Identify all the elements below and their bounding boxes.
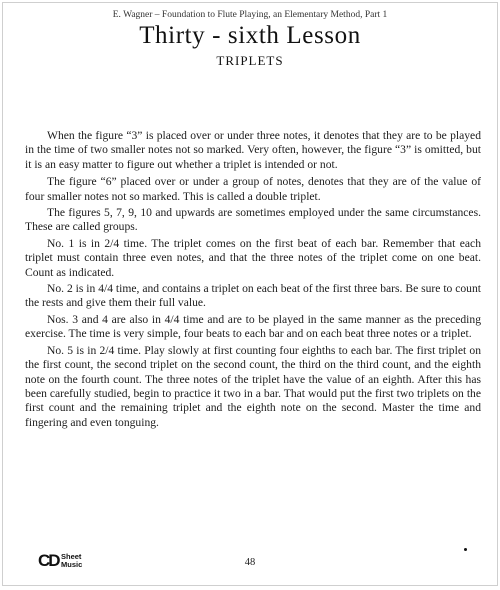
paragraph-exercise-3-4: Nos. 3 and 4 are also in 4/4 time and are to be played in the same manner as the preceding exercise. The time is very simple, four beats to each bar and on each beat three notes or a triplet. [25, 312, 481, 341]
logo-mark: CD [38, 551, 59, 570]
body-text [25, 129, 481, 432]
logo-text-line2: Music [61, 560, 83, 569]
paragraph-groups: The figures 5, 7, 9, 10 and upwards are sometimes employed under the same circumstances. These are called groups. [25, 206, 481, 234]
paragraph-exercise-1: No. 1 is in 2/4 time. The triplet comes on the first beat of each bar. Remember that each triplet must contain three even notes, and that the three notes of the triplet come on one beat. Count as indicated. [25, 236, 481, 279]
lesson-subtitle: TRIPLETS [216, 53, 284, 68]
paragraph-exercise-2: No. 2 is in 4/4 time, and contains a triplet on each beat of the first three bars. Be sure to count the rests and give them their full value. [25, 282, 482, 310]
document-page [2, 2, 498, 586]
running-header: E. Wagner – Foundation to Flute Playing, an Elementary Method, Part 1 [112, 10, 388, 20]
logo-text-line1: Sheet [61, 552, 82, 561]
lesson-title: Thirty - sixth Lesson [139, 22, 361, 49]
page-number: 48 [244, 557, 256, 568]
paragraph-exercise-5: No. 5 is in 2/4 time. Play slowly at first counting four eighths to each bar. The first triplet on the first count, the second triplet on the second count, the third on the third count, and the eighth note on the fourth count. The three notes of the triplet have the value of an eighth. After this has been carefully studied, begin to practice it two in a bar. That would put the first two triplets on the first count and the remaining triplet and the eighth note on the second. Master the time and fingering and even tonguing. [25, 343, 481, 429]
paragraph-double-triplet: The figure “6” placed over or under a group of notes, denotes that they are of the value of four smaller notes not so marked. This is called a double triplet. [25, 175, 481, 203]
paragraph-triplet-definition: When the figure “3” is placed over or under three notes, it denotes that they are to be played in the time of two smaller notes not so marked. Very often, however, the figure “3” is omitted, but it is an easy matter to figure out whether a triplet is intended or not. [25, 129, 481, 171]
ink-dot [464, 548, 467, 551]
